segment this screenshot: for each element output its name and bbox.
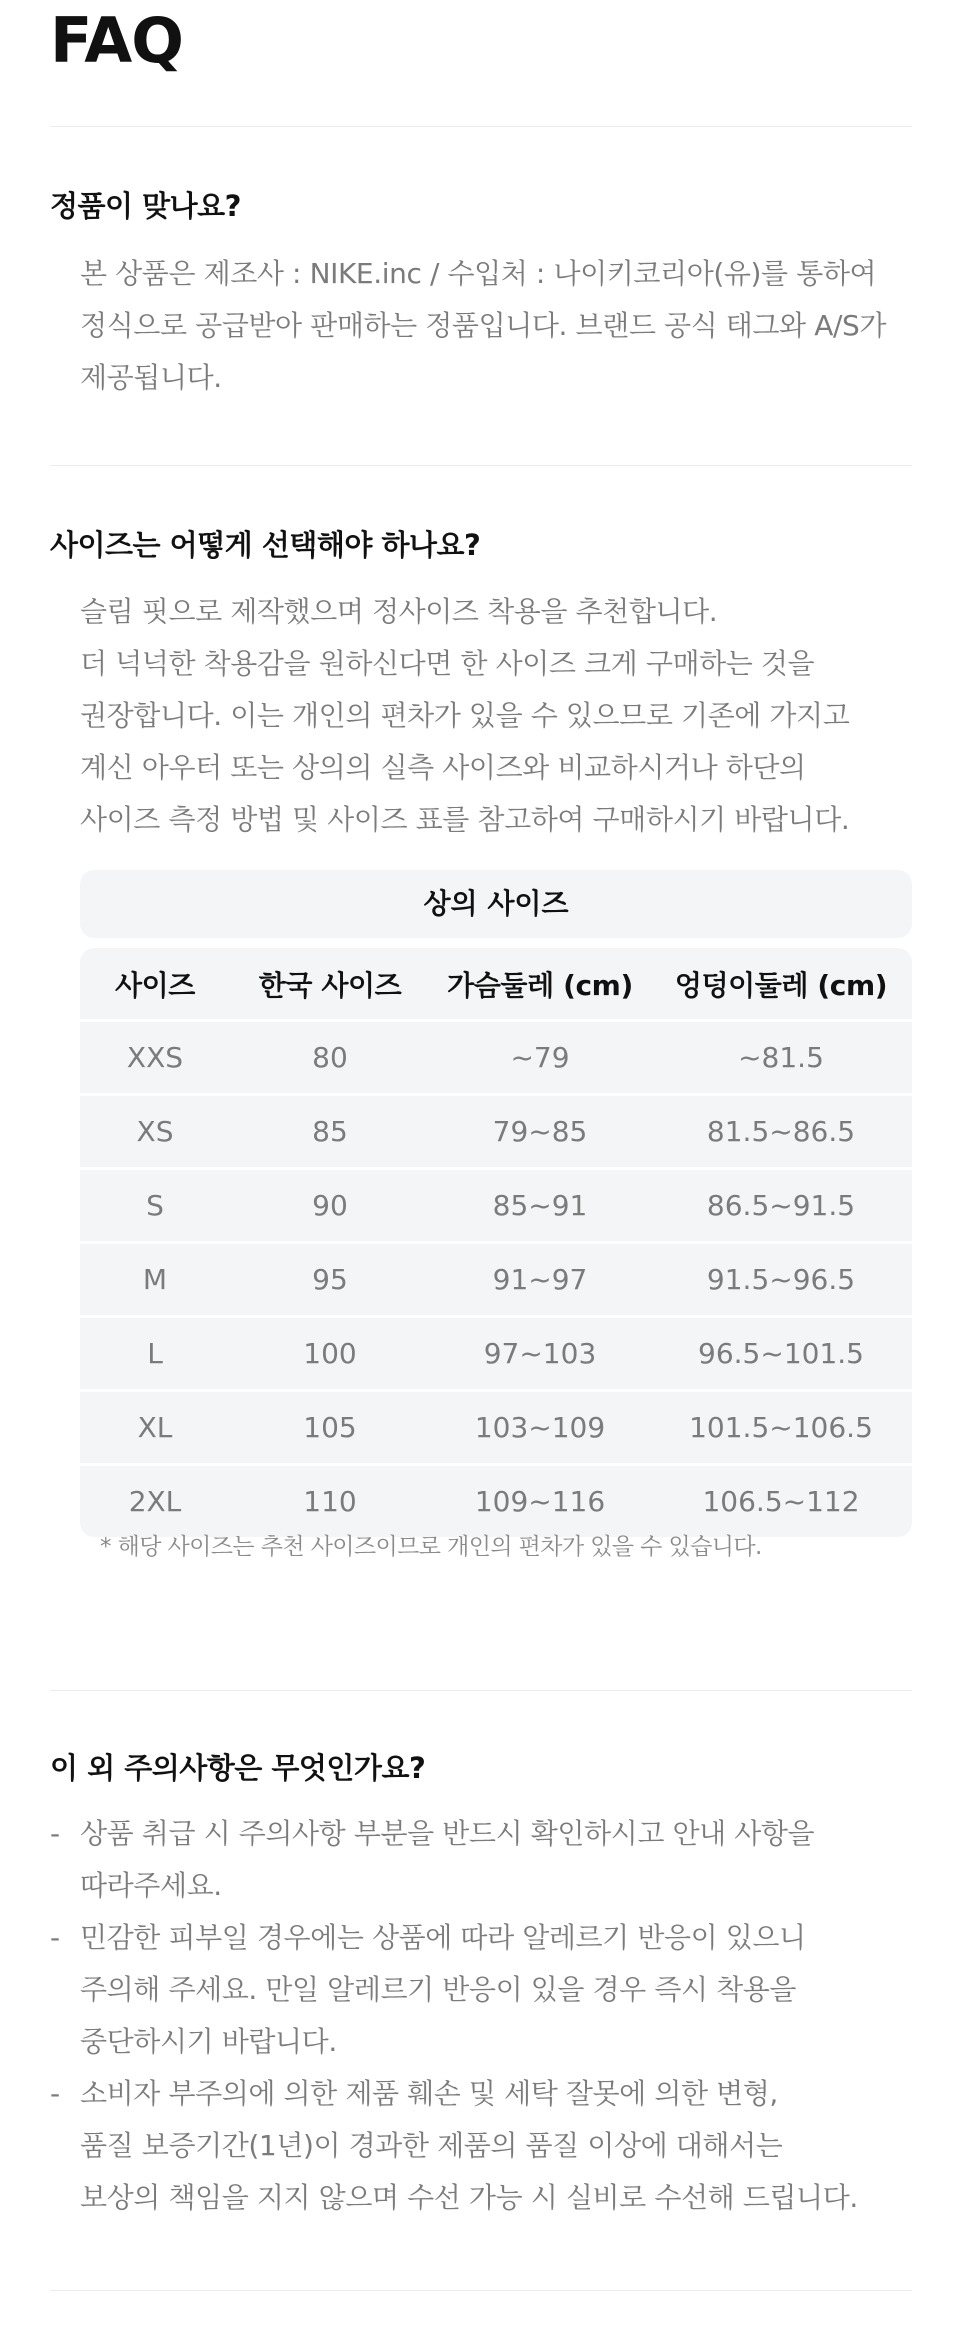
table-header-row xyxy=(80,948,912,1022)
table-cell: 85 xyxy=(230,1096,430,1170)
table-row xyxy=(80,1022,912,1096)
table-cell: 91.5~96.5 xyxy=(650,1244,912,1318)
table-cell: 100 xyxy=(230,1318,430,1392)
bullet-marker: - xyxy=(50,1921,60,1954)
bullet-marker: - xyxy=(50,2077,60,2110)
list-item-line: 보상의 책임을 지지 않으며 수선 가능 시 실비로 수선해 드립니다. xyxy=(80,2181,858,2214)
table-cell: 86.5~91.5 xyxy=(650,1170,912,1244)
page-title: FAQ xyxy=(50,4,183,77)
table-cell: S xyxy=(80,1170,230,1244)
answer-line: 권장합니다. 이는 개인의 편차가 있을 수 있으므로 기존에 가지고 xyxy=(80,699,850,732)
column-header-chest: 가슴둘레 (cm) xyxy=(430,948,650,1022)
question-title: 이 외 주의사항은 무엇인가요? xyxy=(50,1751,426,1785)
table-cell: 106.5~112 xyxy=(702,1485,860,1518)
size-table-note: * 해당 사이즈는 추천 사이즈이므로 개인의 편차가 있을 수 있습니다. xyxy=(100,1534,762,1560)
column-header-hip: 엉덩이둘레 (cm) xyxy=(650,948,912,1022)
table-cell: L xyxy=(80,1318,230,1392)
table-row xyxy=(80,1170,912,1244)
table-cell: 97~103 xyxy=(430,1318,650,1392)
table-cell: M xyxy=(80,1244,230,1318)
table-row xyxy=(80,1096,912,1170)
table-cell: 96.5~101.5 xyxy=(650,1318,912,1392)
list-item xyxy=(50,1808,930,1912)
list-item-line: 따라주세요. xyxy=(80,1869,222,1902)
table-cell: ~81.5 xyxy=(650,1022,912,1096)
table-cell: ~79 xyxy=(430,1022,650,1096)
size-table-caption: 상의 사이즈 xyxy=(80,870,912,938)
table-cell: XL xyxy=(80,1392,230,1466)
answer-line: 제공됩니다. xyxy=(80,361,222,394)
table-cell: 80 xyxy=(230,1022,430,1096)
column-header-korean-size: 한국 사이즈 xyxy=(230,948,430,1022)
table-cell: XXS xyxy=(80,1022,230,1096)
size-table xyxy=(80,948,912,1537)
table-cell: 81.5~86.5 xyxy=(650,1096,912,1170)
answer-line: 사이즈 측정 방법 및 사이즈 표를 참고하여 구매하시기 바랍니다. xyxy=(80,803,850,836)
question-title: 정품이 맞나요? xyxy=(50,189,242,223)
table-row xyxy=(80,1392,912,1466)
answer-line: 더 넉넉한 착용감을 원하신다면 한 사이즈 크게 구매하는 것을 xyxy=(80,647,815,680)
table-cell: 109~116 xyxy=(474,1485,606,1518)
table-cell: 90 xyxy=(230,1170,430,1244)
table-row xyxy=(80,1244,912,1318)
answer-text xyxy=(80,586,920,846)
divider xyxy=(50,126,912,127)
answer-line: 정식으로 공급받아 판매하는 정품입니다. 브랜드 공식 태그와 A/S가 xyxy=(80,309,887,342)
table-cell: 110 xyxy=(303,1485,357,1518)
divider xyxy=(50,465,912,466)
list-item xyxy=(50,1912,930,2068)
bullet-marker: - xyxy=(50,1817,60,1850)
table-cell: XS xyxy=(80,1096,230,1170)
answer-line: 계신 아우터 또는 상의의 실측 사이즈와 비교하시거나 하단의 xyxy=(80,751,806,784)
table-row xyxy=(80,1318,912,1392)
table-cell: 101.5~106.5 xyxy=(650,1392,912,1466)
table-row xyxy=(80,1466,912,1537)
divider xyxy=(50,2290,912,2291)
list-item-line: 상품 취급 시 주의사항 부분을 반드시 확인하시고 안내 사항을 xyxy=(80,1817,815,1850)
column-header-size: 사이즈 xyxy=(80,948,230,1022)
list-item-line: 주의해 주세요. 만일 알레르기 반응이 있을 경우 즉시 착용을 xyxy=(80,1973,797,2006)
list-item-line: 민감한 피부일 경우에는 상품에 따라 알레르기 반응이 있으니 xyxy=(80,1921,806,1954)
list-item-line: 품질 보증기간(1년)이 경과한 제품의 품질 이상에 대해서는 xyxy=(80,2129,783,2162)
table-cell: 91~97 xyxy=(430,1244,650,1318)
table-cell: 105 xyxy=(230,1392,430,1466)
precautions-list xyxy=(50,1808,930,2224)
answer-line: 슬림 핏으로 제작했으며 정사이즈 착용을 추천합니다. xyxy=(80,595,718,628)
question-title: 사이즈는 어떻게 선택해야 하나요? xyxy=(50,528,481,562)
table-cell: 2XL xyxy=(128,1485,182,1518)
table-cell: 85~91 xyxy=(430,1170,650,1244)
answer-text xyxy=(80,248,920,404)
table-cell: 79~85 xyxy=(430,1096,650,1170)
divider xyxy=(50,1690,912,1691)
answer-line: 본 상품은 제조사 : NIKE.inc / 수입처 : 나이키코리아(유)를 통하여 xyxy=(80,257,877,290)
table-cell: 95 xyxy=(230,1244,430,1318)
list-item-line: 중단하시기 바랍니다. xyxy=(80,2025,337,2058)
list-item-line: 소비자 부주의에 의한 제품 훼손 및 세탁 잘못에 의한 변형, xyxy=(80,2077,778,2110)
list-item xyxy=(50,2068,930,2224)
table-cell: 103~109 xyxy=(430,1392,650,1466)
